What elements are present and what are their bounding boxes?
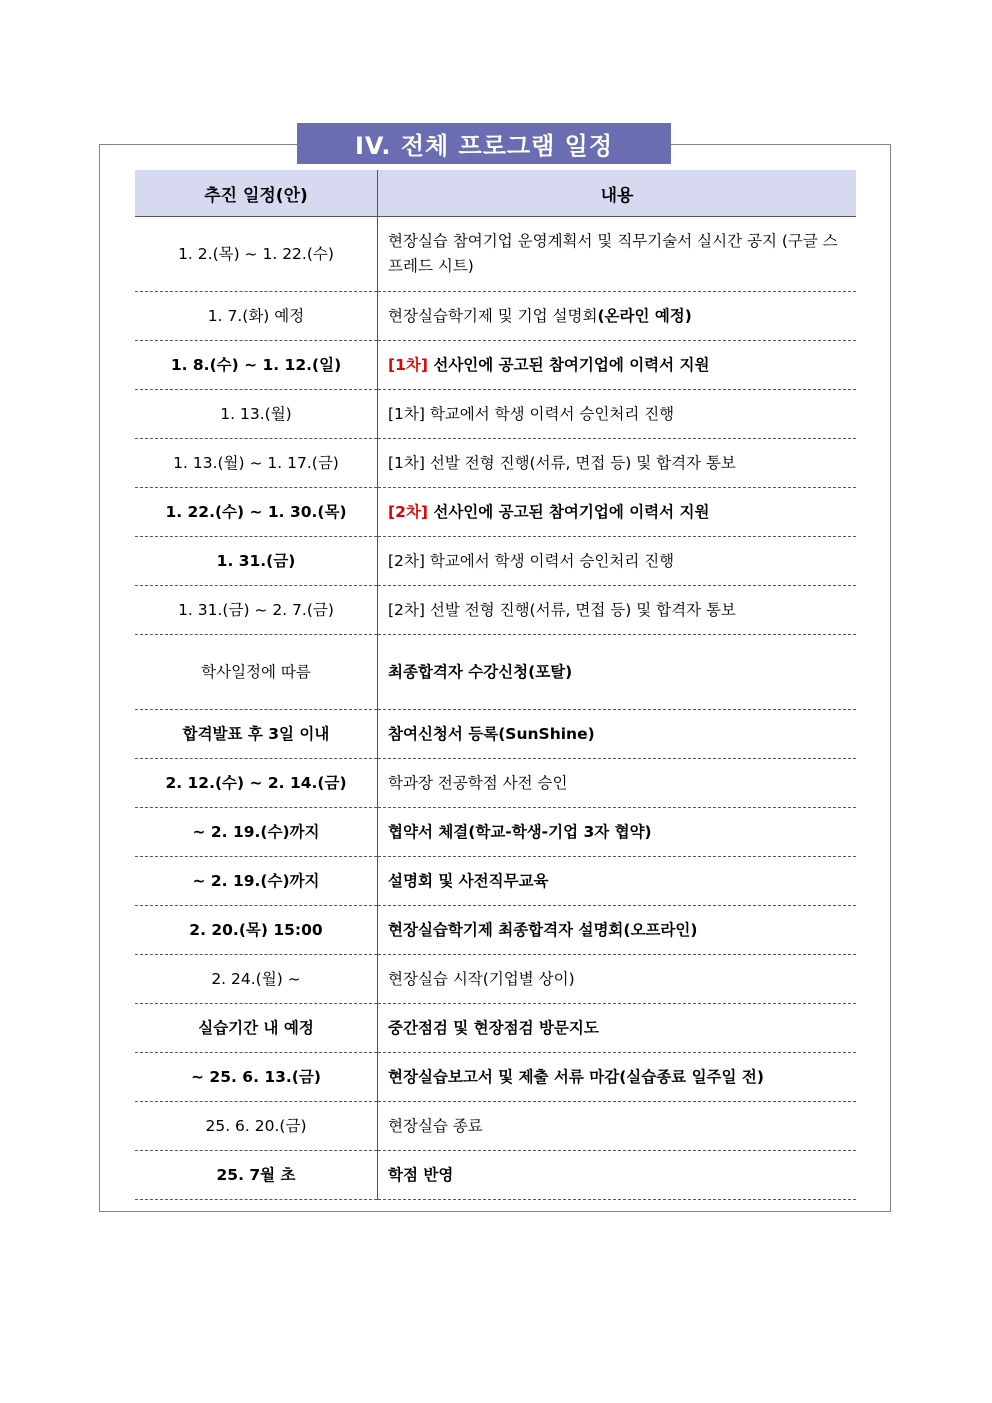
- content-text: 현장실습 종료: [388, 1116, 483, 1135]
- schedule-date: 1. 13.(월): [135, 390, 378, 439]
- schedule-date: ~ 2. 19.(수)까지: [135, 857, 378, 906]
- table-row: [135, 217, 856, 292]
- schedule-date: 1. 8.(수) ~ 1. 12.(일): [135, 341, 378, 390]
- schedule-content: [378, 390, 857, 439]
- table-row: [135, 1151, 856, 1200]
- content-text: [2차] 학교에서 학생 이력서 승인처리 진행: [388, 551, 675, 570]
- content-text: [1차] 학교에서 학생 이력서 승인처리 진행: [388, 404, 675, 423]
- schedule-content: [378, 341, 857, 390]
- schedule-date: 25. 7월 초: [135, 1151, 378, 1200]
- schedule-date: 1. 2.(목) ~ 1. 22.(수): [135, 217, 378, 292]
- schedule-table: [135, 170, 856, 1200]
- table-row: [135, 390, 856, 439]
- content-text: 중간점검 및 현장점검 방문지도: [388, 1018, 599, 1037]
- schedule-content: [378, 1004, 857, 1053]
- schedule-content: [378, 1151, 857, 1200]
- schedule-date: ~ 2. 19.(수)까지: [135, 808, 378, 857]
- schedule-content: [378, 537, 857, 586]
- content-text: 학점 반영: [388, 1165, 454, 1184]
- schedule-content: [378, 635, 857, 710]
- schedule-content: [378, 906, 857, 955]
- content-text: 최종합격자 수강신청(포탈): [388, 662, 573, 681]
- content-text: [1차] 선발 전형 진행(서류, 면접 등) 및 합격자 통보: [388, 453, 736, 472]
- table-row: [135, 341, 856, 390]
- schedule-content: [378, 1102, 857, 1151]
- content-text: 설명회 및 사전직무교육: [388, 871, 549, 890]
- content-text: 학과장 전공학점 사전 승인: [388, 773, 568, 792]
- content-text: 선사인에 공고된 참여기업에 이력서 지원: [433, 502, 710, 521]
- schedule-content: [378, 217, 857, 292]
- content-text: 현장실습 참여기업 운영계획서 및 직무기술서 실시간 공지 (구글 스프레드 시트): [388, 232, 838, 275]
- schedule-content: [378, 955, 857, 1004]
- table-row: [135, 635, 856, 710]
- content-text: 현장실습학기제 및 기업 설명회: [388, 306, 598, 325]
- section-title: IV. 전체 프로그램 일정: [297, 123, 671, 164]
- schedule-content: [378, 857, 857, 906]
- table-row: [135, 439, 856, 488]
- round-tag: [1차]: [388, 355, 428, 374]
- schedule-date: 학사일정에 따름: [135, 635, 378, 710]
- table-row: [135, 1053, 856, 1102]
- table-row: [135, 857, 856, 906]
- schedule-date: 2. 12.(수) ~ 2. 14.(금): [135, 759, 378, 808]
- content-text: [2차] 선발 전형 진행(서류, 면접 등) 및 합격자 통보: [388, 600, 736, 619]
- content-text: 참여신청서 등록(SunShine): [388, 724, 595, 743]
- schedule-content: [378, 1053, 857, 1102]
- schedule-date: 2. 20.(목) 15:00: [135, 906, 378, 955]
- content-text: 선사인에 공고된 참여기업에 이력서 지원: [433, 355, 710, 374]
- content-text: 현장실습 시작(기업별 상이): [388, 969, 575, 988]
- table-row: [135, 808, 856, 857]
- table-row: [135, 488, 856, 537]
- table-header-row: [135, 170, 856, 217]
- content-text: 협약서 체결(학교-학생-기업 3자 협약): [388, 822, 652, 841]
- table-row: [135, 292, 856, 341]
- schedule-content: [378, 488, 857, 537]
- table-row: [135, 586, 856, 635]
- schedule-date: 1. 22.(수) ~ 1. 30.(목): [135, 488, 378, 537]
- schedule-date: 1. 13.(월) ~ 1. 17.(금): [135, 439, 378, 488]
- table-row: [135, 759, 856, 808]
- content-text: 현장실습학기제 최종합격자 설명회(오프라인): [388, 920, 698, 939]
- schedule-content: [378, 439, 857, 488]
- schedule-date: 1. 31.(금) ~ 2. 7.(금): [135, 586, 378, 635]
- content-text: 현장실습보고서 및 제출 서류 마감(실습종료 일주일 전): [388, 1067, 764, 1086]
- schedule-content: [378, 292, 857, 341]
- schedule-date: 25. 6. 20.(금): [135, 1102, 378, 1151]
- schedule-date: 실습기간 내 예정: [135, 1004, 378, 1053]
- schedule-content: [378, 808, 857, 857]
- table-row: [135, 710, 856, 759]
- schedule-content: [378, 710, 857, 759]
- schedule-date: ~ 25. 6. 13.(금): [135, 1053, 378, 1102]
- table-row: [135, 906, 856, 955]
- content-suffix: (온라인 예정): [597, 306, 692, 325]
- schedule-date: 1. 31.(금): [135, 537, 378, 586]
- table-row: [135, 1004, 856, 1053]
- schedule-content: [378, 586, 857, 635]
- table-row: [135, 1102, 856, 1151]
- header-content: 내용: [378, 170, 857, 217]
- round-tag: [2차]: [388, 502, 428, 521]
- table-row: [135, 537, 856, 586]
- header-date: 추진 일정(안): [135, 170, 378, 217]
- schedule-date: 2. 24.(월) ~: [135, 955, 378, 1004]
- table-row: [135, 955, 856, 1004]
- schedule-date: 1. 7.(화) 예정: [135, 292, 378, 341]
- schedule-date: 합격발표 후 3일 이내: [135, 710, 378, 759]
- schedule-content: [378, 759, 857, 808]
